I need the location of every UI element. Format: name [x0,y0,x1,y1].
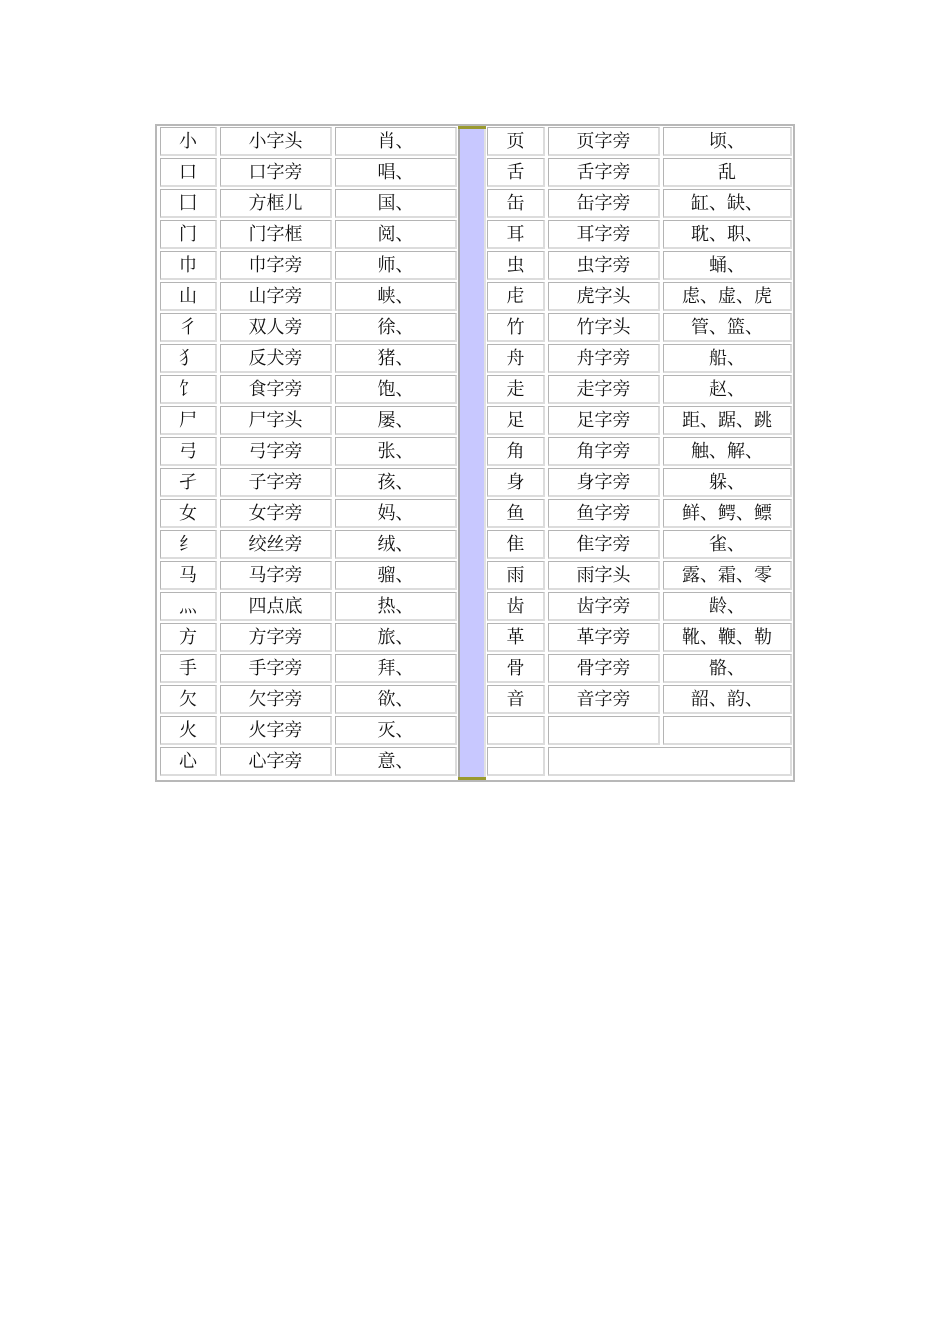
radical-name-cell: 竹字头 [548,313,660,342]
radical-name-cell: 门字框 [220,220,332,249]
radical-cell: 心 [160,747,217,776]
radical-name-cell: 双人旁 [220,313,332,342]
radical-cell: 身 [487,468,545,497]
divider-column [458,126,486,780]
radical-name-cell: 方字旁 [220,623,332,652]
radical-cell: 女 [160,499,217,528]
example-cell: 阅、 [335,220,457,249]
radical-cell: 囗 [160,189,217,218]
example-cell: 触、解、 [663,437,792,466]
radical-cell: 火 [160,716,217,745]
radical-cell: 灬 [160,592,217,621]
radical-name-cell: 角字旁 [548,437,660,466]
example-cell: 露、霜、零 [663,561,792,590]
radical-name-cell: 足字旁 [548,406,660,435]
radical-name-cell: 舌字旁 [548,158,660,187]
example-cell: 饱、 [335,375,457,404]
radical-cell: 角 [487,437,545,466]
radical-cell: 弓 [160,437,217,466]
radical-name-cell: 雨字头 [548,561,660,590]
example-cell: 欲、 [335,685,457,714]
example-cell: 徐、 [335,313,457,342]
example-cell: 热、 [335,592,457,621]
radical-name-cell: 弓字旁 [220,437,332,466]
example-cell: 孩、 [335,468,457,497]
radical-name-cell: 山字旁 [220,282,332,311]
radical-cell: 虫 [487,251,545,280]
radical-name-cell: 虎字头 [548,282,660,311]
radical-name-cell: 马字旁 [220,561,332,590]
radical-name-cell: 口字旁 [220,158,332,187]
radical-name-cell: 欠字旁 [220,685,332,714]
example-cell: 缸、缺、 [663,189,792,218]
radical-name-cell: 反犬旁 [220,344,332,373]
radical-cell: 页 [487,127,545,156]
example-cell: 灭、 [335,716,457,745]
radical-name-cell: 方框儿 [220,189,332,218]
radical-name-cell [548,716,660,745]
radical-name-cell: 页字旁 [548,127,660,156]
example-cell: 顷、 [663,127,792,156]
radical-name-cell: 心字旁 [220,747,332,776]
example-cell: 骼、 [663,654,792,683]
example-cell: 赵、 [663,375,792,404]
radical-cell: 巾 [160,251,217,280]
example-cell: 管、篮、 [663,313,792,342]
example-cell: 耽、职、 [663,220,792,249]
radical-name-cell: 舟字旁 [548,344,660,373]
radical-cell: 孑 [160,468,217,497]
radical-cell: 方 [160,623,217,652]
radical-cell: 山 [160,282,217,311]
radical-name-cell: 隹字旁 [548,530,660,559]
example-cell: 旅、 [335,623,457,652]
example-cell: 虑、虚、虎 [663,282,792,311]
radical-name-cell: 女字旁 [220,499,332,528]
radical-name-cell: 走字旁 [548,375,660,404]
radical-cell: 马 [160,561,217,590]
radical-cell: 足 [487,406,545,435]
example-cell: 船、 [663,344,792,373]
radical-cell: 骨 [487,654,545,683]
example-cell: 雀、 [663,530,792,559]
radical-name-cell: 鱼字旁 [548,499,660,528]
radical-cell: 耳 [487,220,545,249]
example-cell: 蛹、 [663,251,792,280]
radical-cell: 小 [160,127,217,156]
example-cell: 拜、 [335,654,457,683]
radical-cell: 彳 [160,313,217,342]
radical-name-cell: 火字旁 [220,716,332,745]
radical-name-cell: 巾字旁 [220,251,332,280]
example-cell: 乱 [663,158,792,187]
example-cell: 韶、韵、 [663,685,792,714]
radical-cell: 革 [487,623,545,652]
example-cell: 国、 [335,189,457,218]
radical-name-cell: 身字旁 [548,468,660,497]
radical-cell: 竹 [487,313,545,342]
example-cell: 距、踞、跳 [663,406,792,435]
radical-name-cell: 绞丝旁 [220,530,332,559]
radical-cell: 门 [160,220,217,249]
example-cell: 意、 [335,747,457,776]
radical-name-cell: 耳字旁 [548,220,660,249]
radical-name-cell: 尸字头 [220,406,332,435]
example-cell: 骝、 [335,561,457,590]
radical-cell: 舌 [487,158,545,187]
radical-name-cell: 食字旁 [220,375,332,404]
radical-name-cell: 缶字旁 [548,189,660,218]
radical-name-cell: 小字头 [220,127,332,156]
example-cell: 猪、 [335,344,457,373]
radical-cell [487,747,545,776]
radical-cell: 雨 [487,561,545,590]
radical-name-cell: 骨字旁 [548,654,660,683]
radical-cell: 走 [487,375,545,404]
radical-cell: 齿 [487,592,545,621]
example-cell: 屡、 [335,406,457,435]
example-cell: 龄、 [663,592,792,621]
radical-cell: 隹 [487,530,545,559]
radical-cell: 音 [487,685,545,714]
radical-name-cell: 音字旁 [548,685,660,714]
radical-cell: 纟 [160,530,217,559]
example-cell: 峡、 [335,282,457,311]
example-cell: 靴、鞭、勒 [663,623,792,652]
radical-name-cell: 四点底 [220,592,332,621]
radical-cell: 手 [160,654,217,683]
radical-cell: 舟 [487,344,545,373]
example-cell: 躲、 [663,468,792,497]
radical-name-cell: 虫字旁 [548,251,660,280]
radical-cell: 口 [160,158,217,187]
example-cell: 唱、 [335,158,457,187]
radical-cell: 鱼 [487,499,545,528]
radical-cell: 虍 [487,282,545,311]
radical-name-cell: 革字旁 [548,623,660,652]
radical-name-cell [548,747,792,776]
radical-table [155,124,795,782]
radical-cell: 尸 [160,406,217,435]
example-cell: 妈、 [335,499,457,528]
radical-cell: 缶 [487,189,545,218]
example-cell [663,716,792,745]
example-cell: 绒、 [335,530,457,559]
radical-name-cell: 齿字旁 [548,592,660,621]
radical-cell: 欠 [160,685,217,714]
example-cell: 鲜、鳄、鳔 [663,499,792,528]
example-cell: 师、 [335,251,457,280]
radical-cell: 犭 [160,344,217,373]
example-cell: 张、 [335,437,457,466]
radical-name-cell: 手字旁 [220,654,332,683]
example-cell: 肖、 [335,127,457,156]
radical-cell: 饣 [160,375,217,404]
radical-cell [487,716,545,745]
radical-name-cell: 子字旁 [220,468,332,497]
